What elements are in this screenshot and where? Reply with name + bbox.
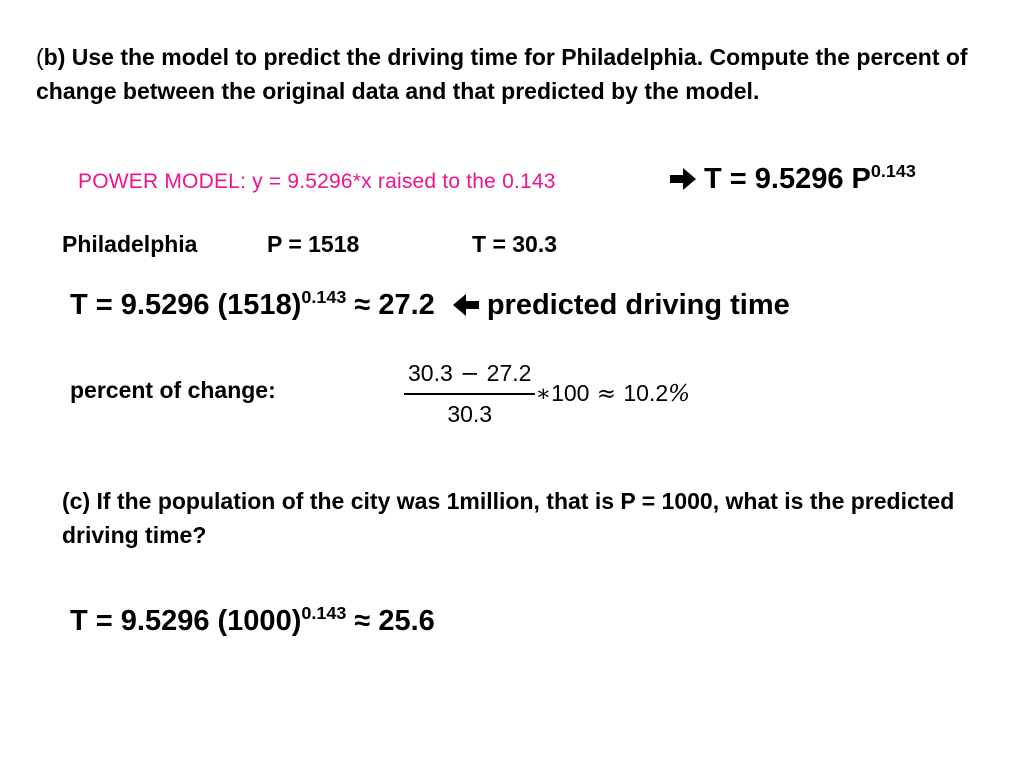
percent-change-equation xyxy=(404,360,690,428)
question-part-b xyxy=(36,40,996,108)
prediction-base: T = 9.5296 (1518) xyxy=(70,289,302,321)
percent-sign: % xyxy=(668,381,690,408)
arrow-left-icon xyxy=(453,289,479,322)
city-name: Philadelphia xyxy=(62,231,198,257)
numerator-original: 30.3 xyxy=(408,360,453,386)
times-sign: ∗ xyxy=(535,381,552,408)
prediction-1000-base: T = 9.5296 (1000) xyxy=(70,605,302,637)
percent-change-result: 10.2 xyxy=(623,380,669,407)
multiplier: 100 xyxy=(551,380,590,407)
model-formula-base: T = 9.5296 P xyxy=(704,163,871,195)
prediction-1000-formula xyxy=(70,602,435,638)
question-b-text: b) Use the model to predict the driving time for Philadelphia. Compute the percent of change between the original data and that predicted by the model. xyxy=(36,44,968,104)
fraction-numerator xyxy=(404,360,535,393)
fraction-denominator: 30.3 xyxy=(447,400,493,427)
question-b-open-paren: ( xyxy=(36,44,44,70)
percent-change-tail xyxy=(535,380,690,407)
minus-sign: − xyxy=(452,361,487,387)
power-model-label: POWER MODEL: y = 9.5296*x raised to the 0.143 xyxy=(78,170,556,193)
approx-sign: ≈ xyxy=(589,381,624,408)
arrow-right-icon xyxy=(670,163,696,196)
prediction-result: ≈ 27.2 xyxy=(346,289,435,321)
prediction-label: predicted driving time xyxy=(486,289,790,321)
prediction-formula xyxy=(70,286,790,322)
percent-change-label: percent of change: xyxy=(70,377,276,403)
city-population: P = 1518 xyxy=(267,231,360,257)
prediction-exponent: 0.143 xyxy=(301,286,347,307)
city-driving-time: T = 30.3 xyxy=(472,231,558,257)
model-formula xyxy=(670,160,916,196)
numerator-predicted: 27.2 xyxy=(486,360,532,386)
prediction-1000-exponent: 0.143 xyxy=(301,602,347,623)
prediction-1000-result: ≈ 25.6 xyxy=(346,605,435,637)
question-part-c: (c) If the population of the city was 1million, that is P = 1000, what is the predicted driving time? xyxy=(62,488,955,548)
percent-change-fraction xyxy=(404,360,535,428)
model-formula-exponent: 0.143 xyxy=(870,160,916,181)
